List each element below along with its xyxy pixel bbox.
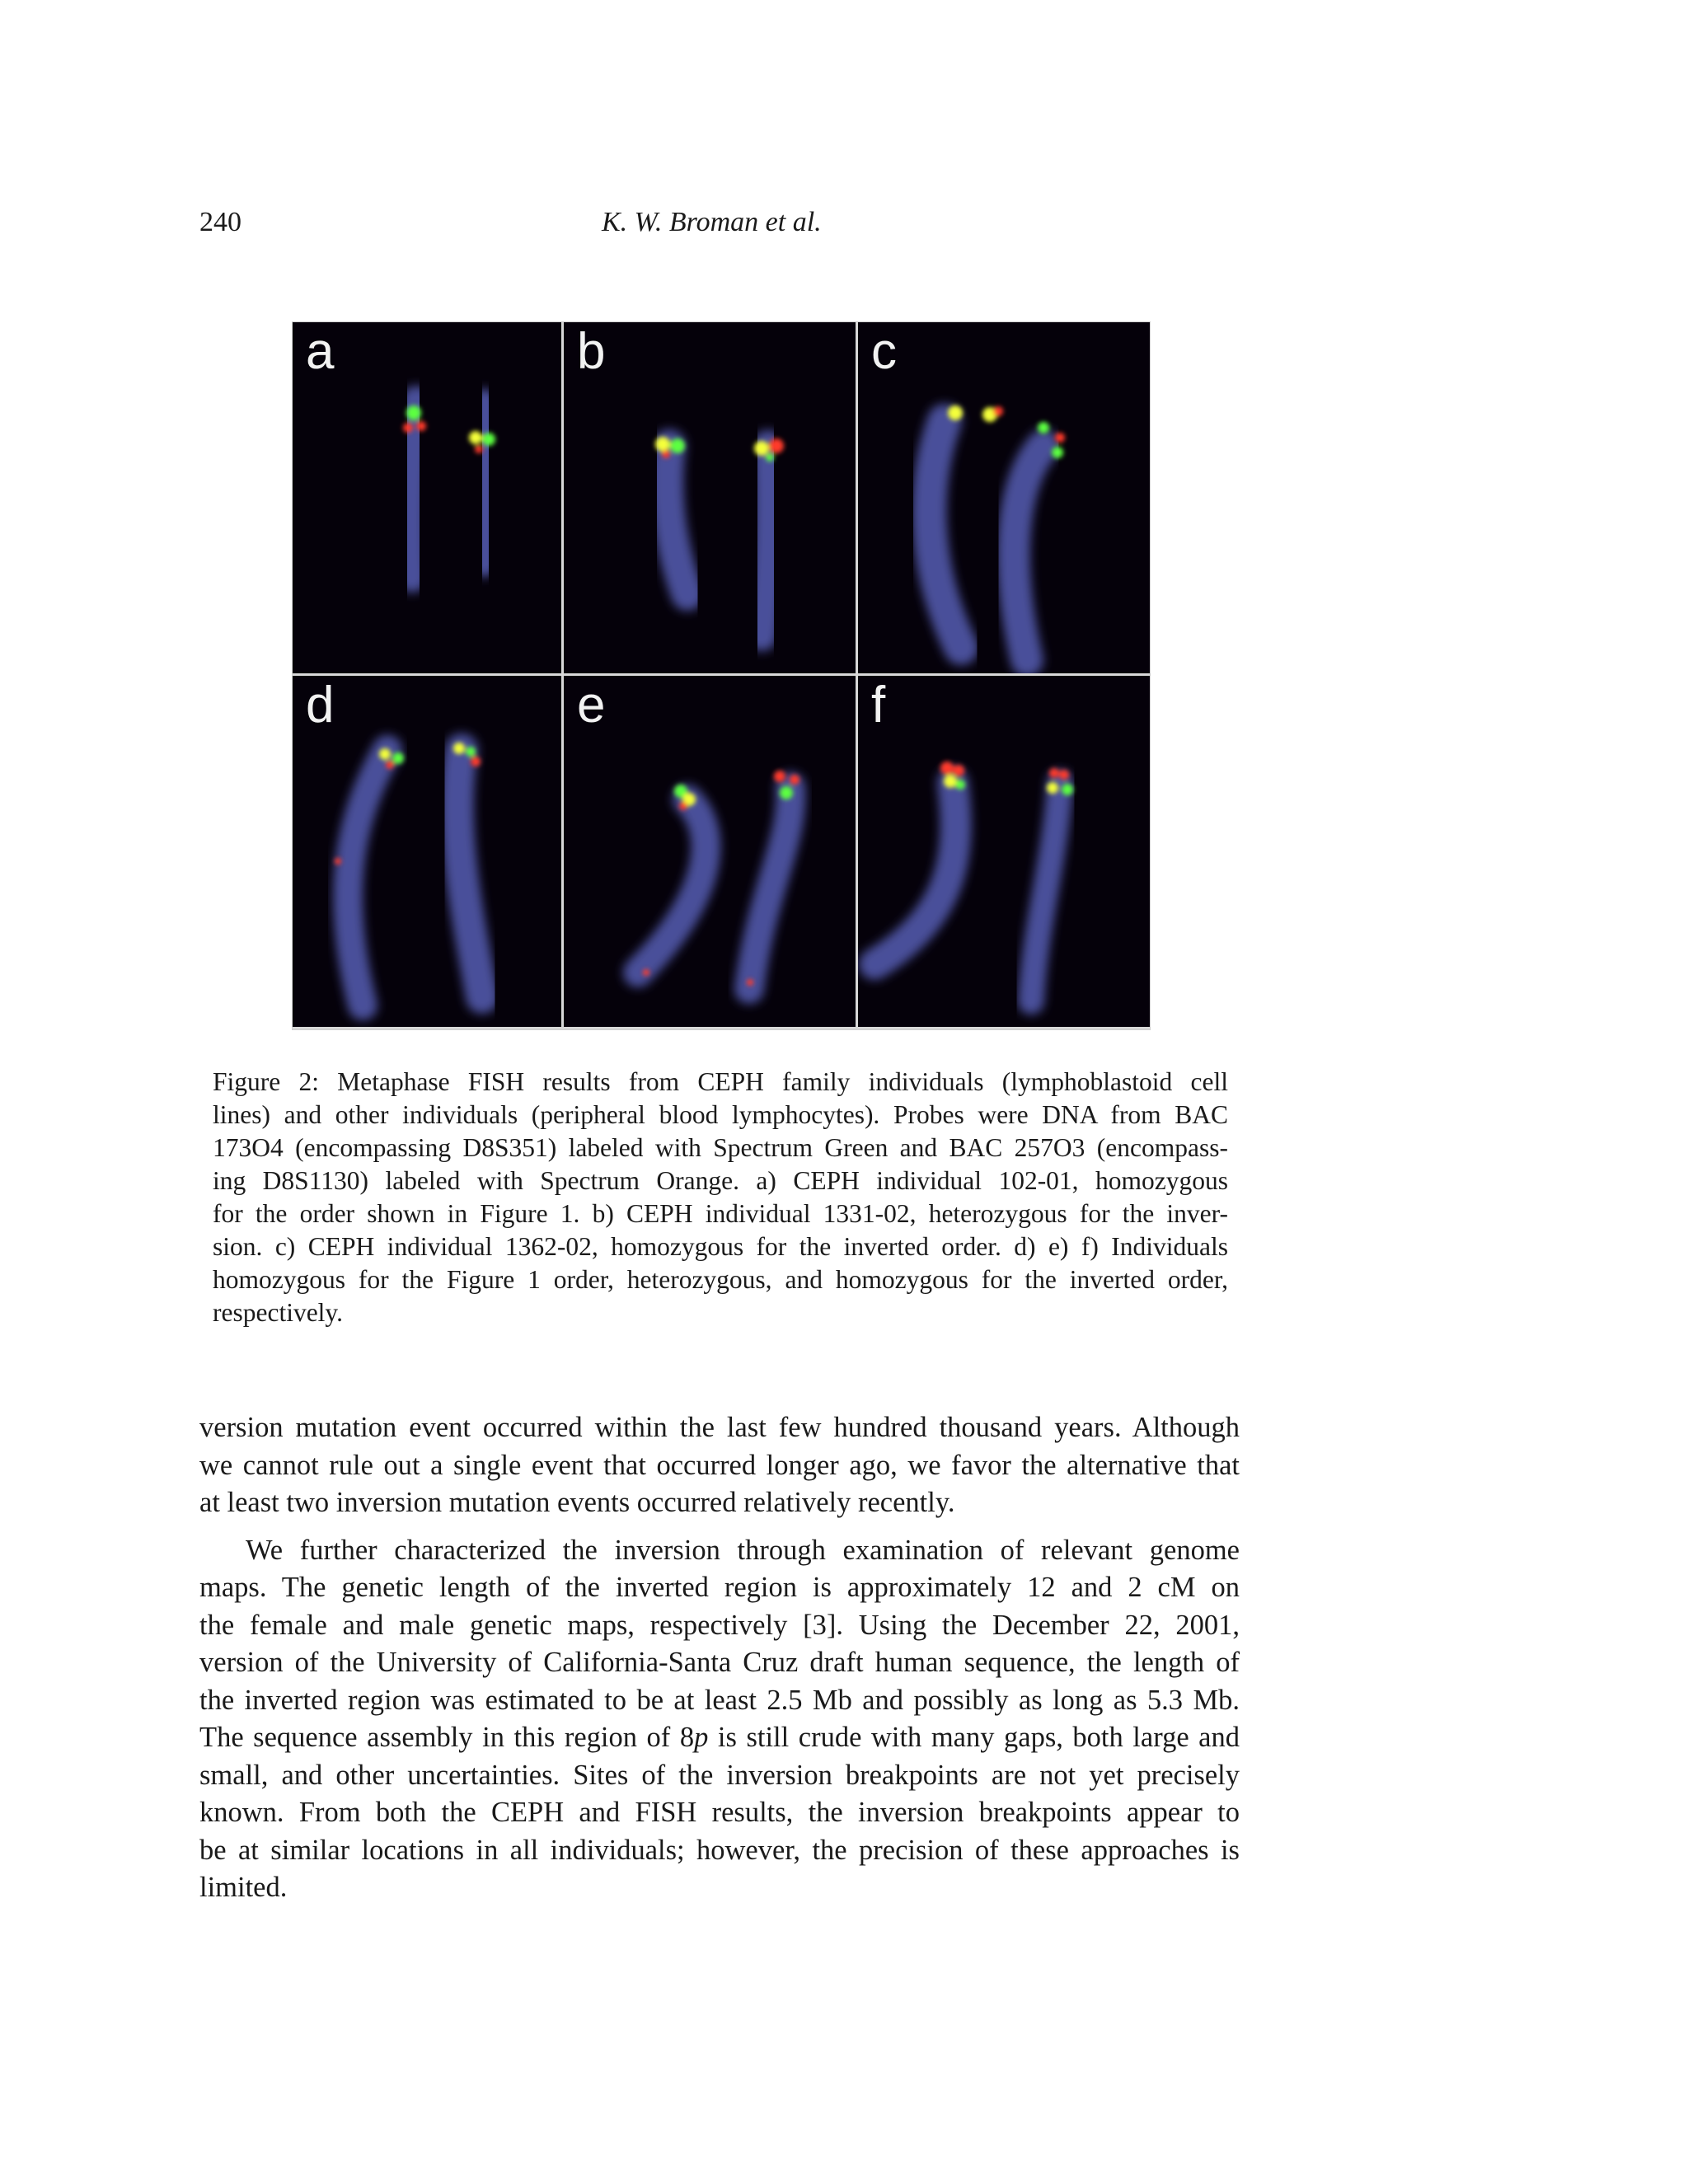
fish-figure	[292, 321, 1151, 1030]
orange-probe-signal	[416, 421, 426, 431]
overlap-signal	[1047, 782, 1058, 794]
text-line: the inverted region was estimated to be at least 2.5 Mb and possibly as long as 5.3 Mb.	[199, 1684, 1240, 1716]
page-number: 240	[199, 207, 241, 237]
caption-line: homozygous for the Figure 1 order, heterozygous, and homozygous for the inverted order,	[213, 1265, 1228, 1294]
panel-label-c: c	[871, 323, 897, 380]
chromosome	[457, 750, 482, 997]
orange-probe-signal	[774, 771, 785, 782]
green-probe-signal	[780, 786, 793, 799]
panel-label-d: d	[306, 677, 335, 733]
body-text	[199, 1409, 1240, 1907]
green-probe-signal	[1038, 422, 1049, 434]
orange-probe-signal	[1055, 433, 1065, 443]
chromosome	[348, 750, 387, 1005]
text-line: we cannot rule out a single event that occurred longer ago, we favor the alternative that	[199, 1449, 1240, 1481]
green-probe-signal	[466, 747, 476, 757]
text-segment: is still crude with many gaps, both large and	[708, 1722, 1240, 1753]
paragraph-2	[199, 1532, 1240, 1907]
text-line: version of the University of California-Santa Cruz draft human sequence, the length of	[199, 1647, 1240, 1678]
running-title: K. W. Broman et al.	[602, 207, 822, 237]
orange-probe-signal	[662, 450, 670, 458]
chromosome	[638, 799, 706, 972]
figure-panel-e	[564, 676, 856, 1027]
panel-label-a: a	[306, 323, 335, 380]
text-line	[199, 1719, 1240, 1757]
orange-probe-signal	[1059, 770, 1069, 780]
chromosome	[874, 783, 956, 964]
orange-probe-signal	[790, 775, 799, 785]
orange-probe-signal	[993, 406, 1003, 416]
figure-panel-a	[293, 322, 561, 673]
chromosome	[1031, 783, 1060, 1001]
orange-probe-signal	[953, 765, 964, 776]
orange-probe-signal	[940, 762, 954, 775]
overlap-signal	[655, 437, 670, 452]
overlap-signal	[948, 405, 963, 420]
figure-caption	[213, 1066, 1228, 1329]
overlap-signal	[379, 748, 391, 760]
panel-b-micrograph	[564, 322, 856, 673]
italic-p: p	[694, 1722, 709, 1753]
panel-c-micrograph	[858, 322, 1150, 673]
panel-f-micrograph	[858, 676, 1150, 1027]
chromosome	[667, 446, 687, 594]
green-probe-signal	[1052, 447, 1063, 458]
orange-probe-signal	[475, 445, 483, 453]
panel-label-f: f	[871, 677, 886, 733]
green-probe-signal	[392, 752, 404, 764]
orange-probe-signal	[747, 979, 753, 986]
figure-panel-f	[858, 676, 1150, 1027]
green-probe-signal	[482, 433, 495, 446]
orange-probe-signal	[471, 757, 481, 766]
caption-line: sion. c) CEPH individual 1362-02, homozygous for the inverted order. d) e) f) Individuals	[213, 1232, 1228, 1261]
orange-probe-signal	[1049, 768, 1059, 778]
overlap-signal	[469, 431, 482, 444]
text-line: maps. The genetic length of the inverted region is approximately 12 and 2 cM on	[199, 1572, 1240, 1603]
paragraph-1	[199, 1409, 1240, 1522]
chromosome	[930, 421, 961, 648]
panel-e-micrograph	[564, 676, 856, 1027]
caption-line: ing D8S1130) labeled with Spectrum Orange. a) CEPH individual 102-01, homozygous	[213, 1166, 1228, 1195]
figure-panel-c	[858, 322, 1150, 673]
running-head	[199, 204, 1238, 241]
panel-label-e: e	[577, 677, 606, 733]
text-line: at least two inversion mutation events occurred relatively recently.	[199, 1487, 955, 1518]
overlap-signal	[944, 775, 957, 788]
text-segment: The sequence assembly in this region of 8	[199, 1722, 695, 1753]
overlap-signal	[754, 441, 769, 456]
green-probe-signal	[406, 405, 421, 420]
caption-line: Figure 2: Metaphase FISH results from CEPH family individuals (lymphoblastoid cell	[213, 1067, 1228, 1096]
green-probe-signal	[1062, 784, 1073, 795]
text-line: small, and other uncertainties. Sites of the inversion breakpoints are not yet precisely	[199, 1759, 1240, 1791]
caption-line: lines) and other individuals (peripheral blood lymphocytes). Probes were DNA from BAC	[213, 1100, 1228, 1129]
orange-probe-signal	[403, 423, 413, 433]
text-line: the female and male genetic maps, respectively [3]. Using the December 22, 2001,	[199, 1609, 1240, 1641]
figure-panel-b	[564, 322, 856, 673]
panel-label-b: b	[577, 323, 606, 380]
text-line: known. From both the CEPH and FISH results, the inversion breakpoints appear to	[199, 1797, 1240, 1828]
text-line: version mutation event occurred within the last few hundred thousand years. Although	[199, 1412, 1240, 1443]
text-line: limited.	[199, 1872, 288, 1903]
text-line: be at similar locations in all individuals; however, the precision of these approaches is	[199, 1834, 1240, 1866]
text-line: We further characterized the inversion through examination of relevant genome	[246, 1534, 1240, 1566]
orange-probe-signal	[679, 802, 687, 810]
chromosome	[1014, 446, 1043, 660]
caption-line: respectively.	[213, 1298, 344, 1327]
orange-probe-signal	[769, 438, 784, 453]
overlap-signal	[453, 743, 465, 754]
chromosome	[762, 446, 770, 635]
chromosome	[484, 405, 487, 561]
caption-line: for the order shown in Figure 1. b) CEPH individual 1331-02, heterozygous for the inver-	[213, 1199, 1228, 1228]
orange-probe-signal	[386, 761, 394, 769]
green-probe-signal	[670, 438, 685, 453]
orange-probe-signal	[643, 969, 649, 976]
caption-line: 173O4 (encompassing D8S351) labeled with Spectrum Green and BAC 257O3 (encompass-	[213, 1133, 1228, 1162]
chromosome	[749, 787, 790, 989]
green-probe-signal	[955, 780, 965, 790]
green-probe-signal	[766, 453, 774, 462]
orange-probe-signal	[335, 858, 341, 865]
figure-panel-d	[293, 676, 561, 1027]
